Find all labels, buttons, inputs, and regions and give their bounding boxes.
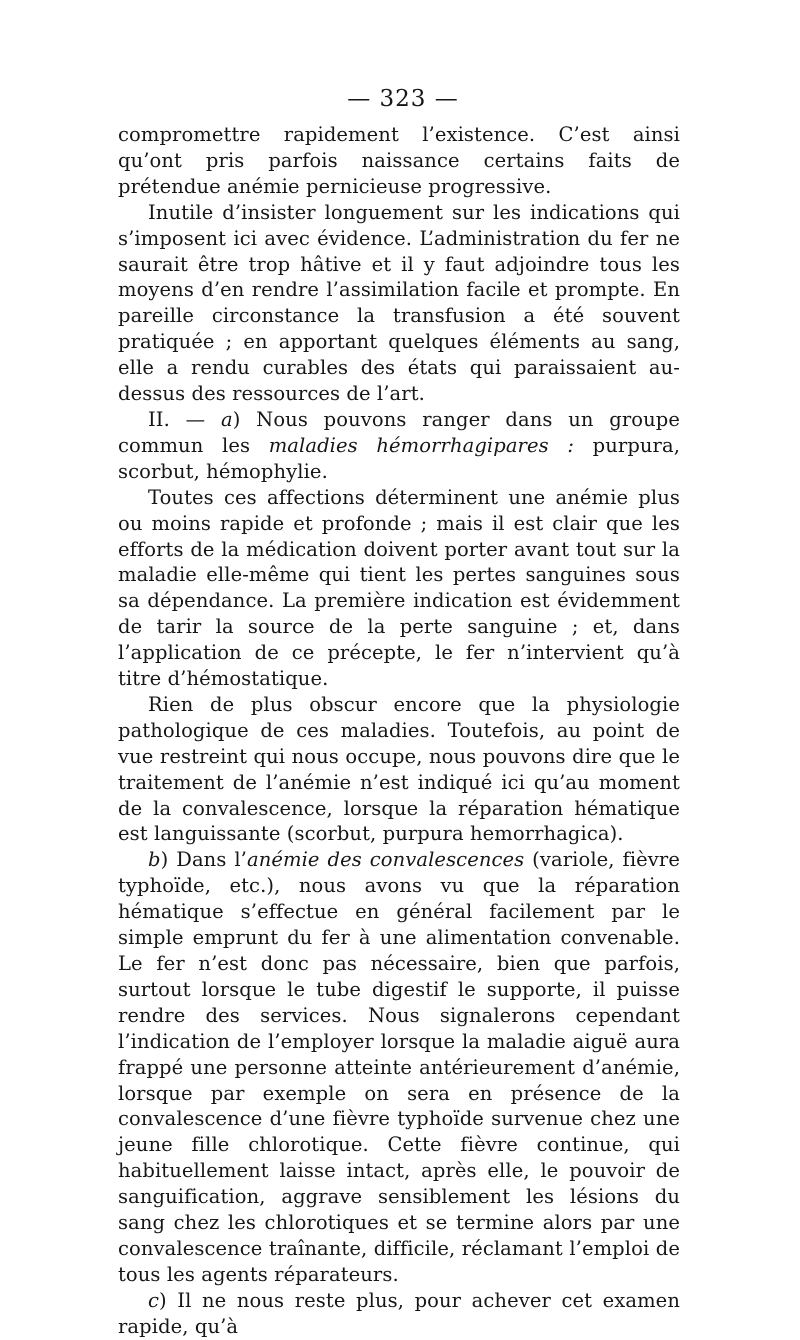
- paragraph-7: [118, 1288, 680, 1340]
- text-segment: (variole, fièvre typhoïde, etc.), nous avons vu que la réparation hématique s’effectue en général facilement par le simple emprunt du fer à une alimentation convenable. Le fer n’est donc pas nécessaire, bien que parfois, surtout lorsque le tube digestif le supporte, il puisse rendre des services. Nous signalerons cependant l’indication de l’employer lorsque la maladie aiguë aura frappé une personne atteinte antérieurement d’anémie, lorsque par exemple on sera en présence de la convalescence d’une fièvre typhoïde survenue chez une jeune fille chlorotique. Cette fièvre continue, qui habituellement laisse intact, après elle, le pouvoir de sanguification, aggrave sensiblement les lésions du sang chez les chlorotiques et se termine alors par une convalescence traînante, difficile, réclamant l’emploi de tous les agents réparateurs.: [118, 848, 680, 1286]
- text-segment: II. —: [148, 407, 221, 431]
- paragraph-5: [118, 692, 680, 847]
- text-segment: Toutes ces affections déterminent une anémie plus ou moins rapide et profonde ; mais il est clair que les efforts de la médication doivent porter avant tout sur la maladie elle-même qui tient les pertes sanguines sous sa dépendance. La première indication est évidemment de tarir la source de la perte sanguine ; et, dans l’application de ce précepte, le fer n’intervient qu’à titre d’hémostatique.: [118, 485, 680, 691]
- paragraph-3: [118, 407, 680, 485]
- book-page: [118, 82, 680, 1340]
- italic-segment: maladies hémorrhagipares :: [268, 433, 575, 457]
- italic-segment: b: [148, 848, 161, 872]
- paragraph-4: [118, 485, 680, 692]
- text-segment: Rien de plus obscur encore que la physiologie pathologique de ces maladies. Toutefois, au point de vue restreint qui nous occupe, nous pouvons dire que le traitement de l’anémie n’est indiqué ici qu’au moment de la convalescence, lorsque la réparation hématique est languissante (scorbut, purpura hemorrhagica).: [118, 692, 680, 846]
- paragraph-2: [118, 200, 680, 407]
- italic-segment: anémie des convalescences: [246, 848, 525, 872]
- page-number: — 323 —: [347, 86, 459, 112]
- text-segment: ) Nous pouvons ranger dans un groupe commun les: [118, 407, 680, 457]
- italic-segment: a: [220, 407, 233, 431]
- paragraph-1: [118, 122, 680, 200]
- text-segment: Inutile d’insister longuement sur les indications qui s’imposent ici avec évidence. L’administration du fer ne saurait être trop hâtive et il y faut adjoindre tous les moyens d’en rendre l’assimilation facile et prompte. En pareille circonstance la transfusion a été souvent pratiquée ; en apportant quelques éléments au sang, elle a rendu curables des états qui paraissaient au-dessus des ressources de l’art.: [118, 200, 680, 406]
- italic-segment: c: [148, 1288, 160, 1312]
- text-segment: purpura, scorbut, hémophylie.: [118, 433, 681, 483]
- paragraph-6: [118, 847, 680, 1287]
- text-segment: ) Dans l’: [160, 848, 247, 872]
- text-segment: ) Il ne nous reste plus, pour achever cet examen rapide, qu’à: [118, 1288, 680, 1338]
- text-segment: compromettre rapidement l’existence. C’est ainsi qu’ont pris parfois naissance certains faits de prétendue anémie pernicieuse progressive.: [118, 123, 680, 198]
